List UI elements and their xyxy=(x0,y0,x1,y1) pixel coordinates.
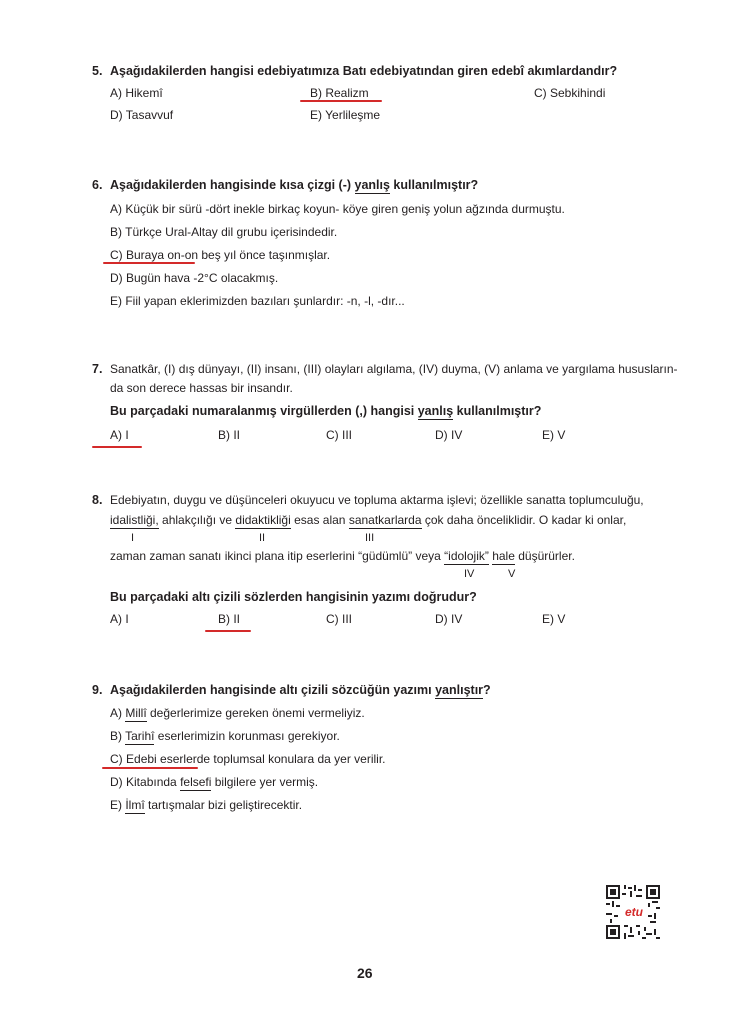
answer-marker-q7 xyxy=(92,446,142,448)
q8-option-a: A) I xyxy=(110,612,129,626)
q7-option-d: D) IV xyxy=(435,428,463,442)
underlined-word-IV: “idolojik” xyxy=(444,549,489,563)
q6-option-b: B) Türkçe Ural-Altay dil grubu içerisindedir. xyxy=(110,225,338,239)
q8-option-d: D) IV xyxy=(435,612,463,626)
q5-option-a: A) Hikemî xyxy=(110,86,163,100)
question-5-stem: Aşağıdakilerden hangisi edebiyatımıza Batı edebiyatından giren edebî akımlardandır? xyxy=(110,64,618,78)
underlined-word: yanlış xyxy=(354,178,390,192)
question-7-number: 7. xyxy=(92,362,103,376)
q9-option-c: C) Edebi eserlerde toplumsal konulara da yer verilir. xyxy=(110,752,386,766)
underlined-word: İlmî xyxy=(125,798,145,812)
q7-option-e: E) V xyxy=(542,428,566,442)
roman-numeral-IV: IV xyxy=(464,568,475,580)
q7-option-c: C) III xyxy=(326,428,352,442)
q9-option-a: A) Millî değerlerimize gereken önemi vermeliyiz. xyxy=(110,706,365,720)
q5-option-b: B) Realizm xyxy=(310,86,369,100)
q5-option-c: C) Sebkihindi xyxy=(534,86,606,100)
q5-option-d: D) Tasavvuf xyxy=(110,108,174,122)
q7-passage-line-2: da son derece hassas bir insandır. xyxy=(110,381,293,395)
q6-option-d: D) Bugün hava -2°C olacakmış. xyxy=(110,271,279,285)
question-5-number: 5. xyxy=(92,64,103,78)
qr-code[interactable] xyxy=(606,885,660,939)
q6-option-c: C) Buraya on-on beş yıl önce taşınmışlar. xyxy=(110,248,331,262)
q8-passage-line-3: zaman zaman sanatı ikinci plana itip eserlerini “güdümlü” veya “idolojik” hale düşürürler. xyxy=(110,549,575,563)
question-8-number: 8. xyxy=(92,493,103,507)
q7-option-b: B) II xyxy=(218,428,241,442)
q8-option-e: E) V xyxy=(542,612,566,626)
question-6-stem: Aşağıdakilerden hangisinde kısa çizgi (-) yanlış kullanılmıştır? xyxy=(110,178,479,192)
qr-code-icon xyxy=(606,885,660,939)
underlined-word: Tarihî xyxy=(125,729,155,743)
page-number: 26 xyxy=(357,965,373,981)
underlined-word-V: hale xyxy=(492,549,515,563)
answer-marker-q9 xyxy=(102,767,198,769)
answer-marker-q6 xyxy=(103,262,195,264)
question-7-stem: Bu parçadaki numaralanmış virgüllerden (,) hangisi yanlış kullanılmıştır? xyxy=(110,404,542,418)
q9-option-b: B) Tarihî eserlerimizin korunması gerekiyor. xyxy=(110,729,340,743)
q8-option-c: C) III xyxy=(326,612,352,626)
underlined-word-I: idalistliği, xyxy=(110,513,159,527)
underlined-word-II: didaktikliği xyxy=(235,513,291,527)
q5-option-e: E) Yerlileşme xyxy=(310,108,381,122)
q9-option-d: D) Kitabında felsefi bilgilere yer vermiş. xyxy=(110,775,319,789)
question-8-stem: Bu parçadaki altı çizili sözlerden hangisinin yazımı doğrudur? xyxy=(110,590,477,604)
underlined-word: yanlıştır xyxy=(435,683,484,697)
roman-numeral-III: III xyxy=(365,532,375,544)
underlined-word: yanlış xyxy=(417,404,454,418)
answer-marker-q5 xyxy=(300,100,382,102)
roman-numeral-I: I xyxy=(131,532,135,544)
answer-marker-q8 xyxy=(205,630,251,632)
q6-option-a: A) Küçük bir sürü -dört inekle birkaç koyun- köye giren geniş yolun ağzında durmuştu. xyxy=(110,202,565,216)
etu-logo: etu xyxy=(625,905,643,919)
q8-passage-line-1: Edebiyatın, duygu ve düşünceleri okuyucu ve topluma aktarma işlevi; özellikle sanatta toplumculuğu, xyxy=(110,493,644,507)
q8-option-b: B) II xyxy=(218,612,241,626)
question-6-number: 6. xyxy=(92,178,103,192)
underlined-word: Millî xyxy=(125,706,147,720)
underlined-word-III: sanatkarlarda xyxy=(348,513,422,527)
q7-passage-line-1: Sanatkâr, (I) dış dünyayı, (II) insanı, (III) olayları algılama, (IV) duyma, (V) anlama ve yargılama hususların- xyxy=(110,362,678,376)
roman-numeral-V: V xyxy=(508,568,516,580)
q7-option-a: A) I xyxy=(110,428,129,442)
question-9-number: 9. xyxy=(92,683,103,697)
underlined-word: felsefi xyxy=(180,775,212,789)
q8-passage-line-2: idalistliği, ahlakçılığı ve didaktikliği esas alan sanatkarlarda çok daha önceliklidir. O kadar ki onlar, xyxy=(110,513,627,527)
q9-option-e: E) İlmî tartışmalar bizi geliştirecektir. xyxy=(110,798,303,812)
underlined-word: Edebi xyxy=(126,752,157,766)
q6-option-e: E) Fiil yapan eklerimizden bazıları şunlardır: -n, -l, -dır... xyxy=(110,294,405,308)
roman-numeral-II: II xyxy=(259,532,266,544)
question-9-stem: Aşağıdakilerden hangisinde altı çizili sözcüğün yazımı yanlıştır? xyxy=(110,683,491,697)
